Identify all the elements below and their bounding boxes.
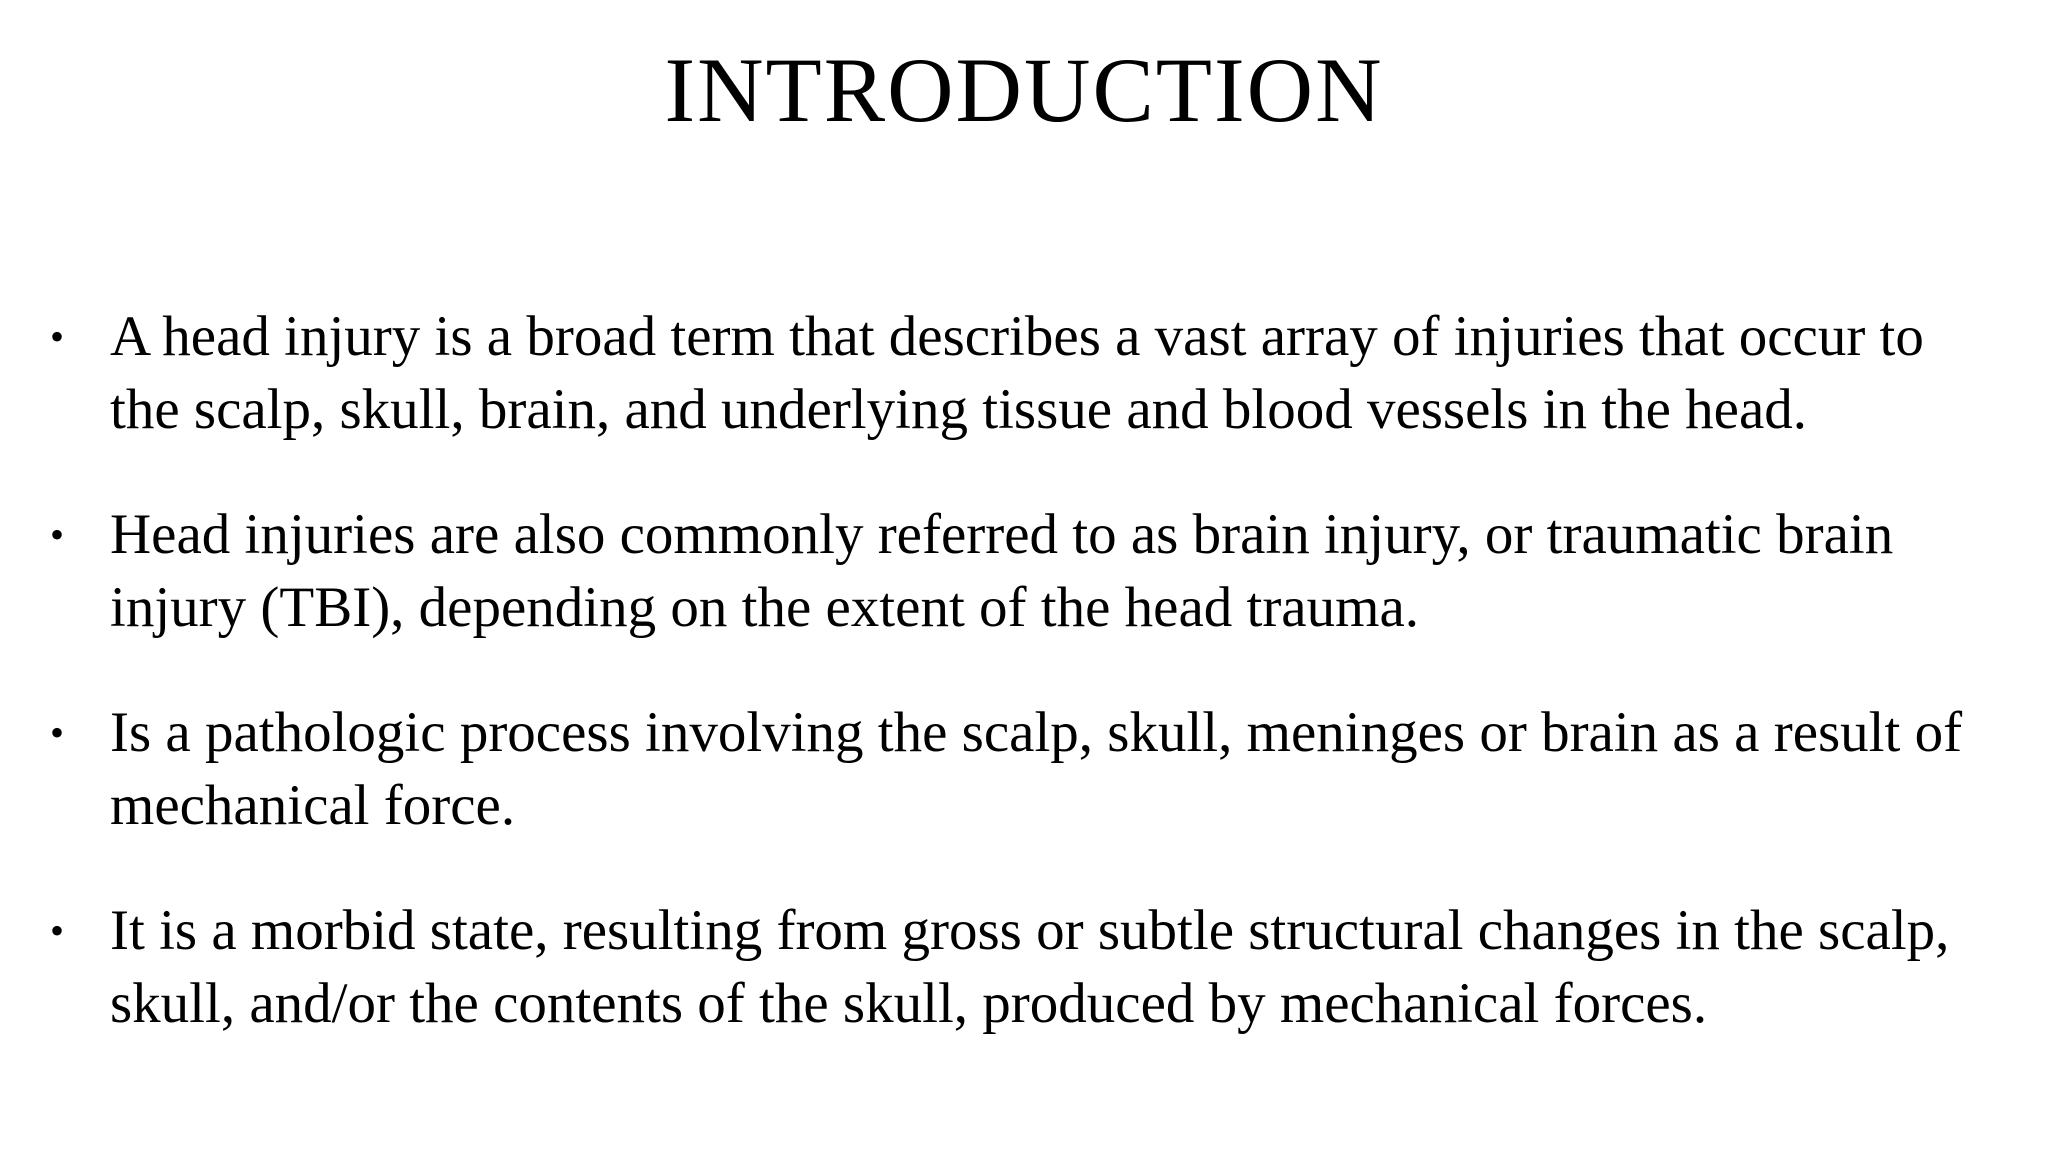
bullet-icon: •	[50, 908, 65, 953]
bullet-text: A head injury is a broad term that describes a vast array of injuries that occur to the scalp, skull, brain, and underlying tissue and blood vessels in the head.	[110, 305, 1924, 441]
bullet-text: Head injuries are also commonly referred to as brain injury, or traumatic brain injury (TBI), depending on the extent of the head trauma.	[110, 503, 1894, 639]
bullet-item-1	[50, 300, 2000, 446]
bullet-list	[50, 300, 2000, 1092]
bullet-icon: •	[50, 512, 65, 557]
bullet-item-4	[50, 894, 2000, 1040]
bullet-text: It is a morbid state, resulting from gross or subtle structural changes in the scalp, skull, and/or the contents of the skull, produced by mechanical forces.	[110, 899, 1950, 1035]
bullet-icon: •	[50, 314, 65, 359]
bullet-item-3	[50, 696, 2000, 842]
slide-title: INTRODUCTION	[664, 39, 1384, 141]
bullet-text: Is a pathologic process involving the scalp, skull, meninges or brain as a result of mechanical force.	[110, 701, 1963, 837]
bullet-icon: •	[50, 710, 65, 755]
bullet-item-2	[50, 498, 2000, 644]
